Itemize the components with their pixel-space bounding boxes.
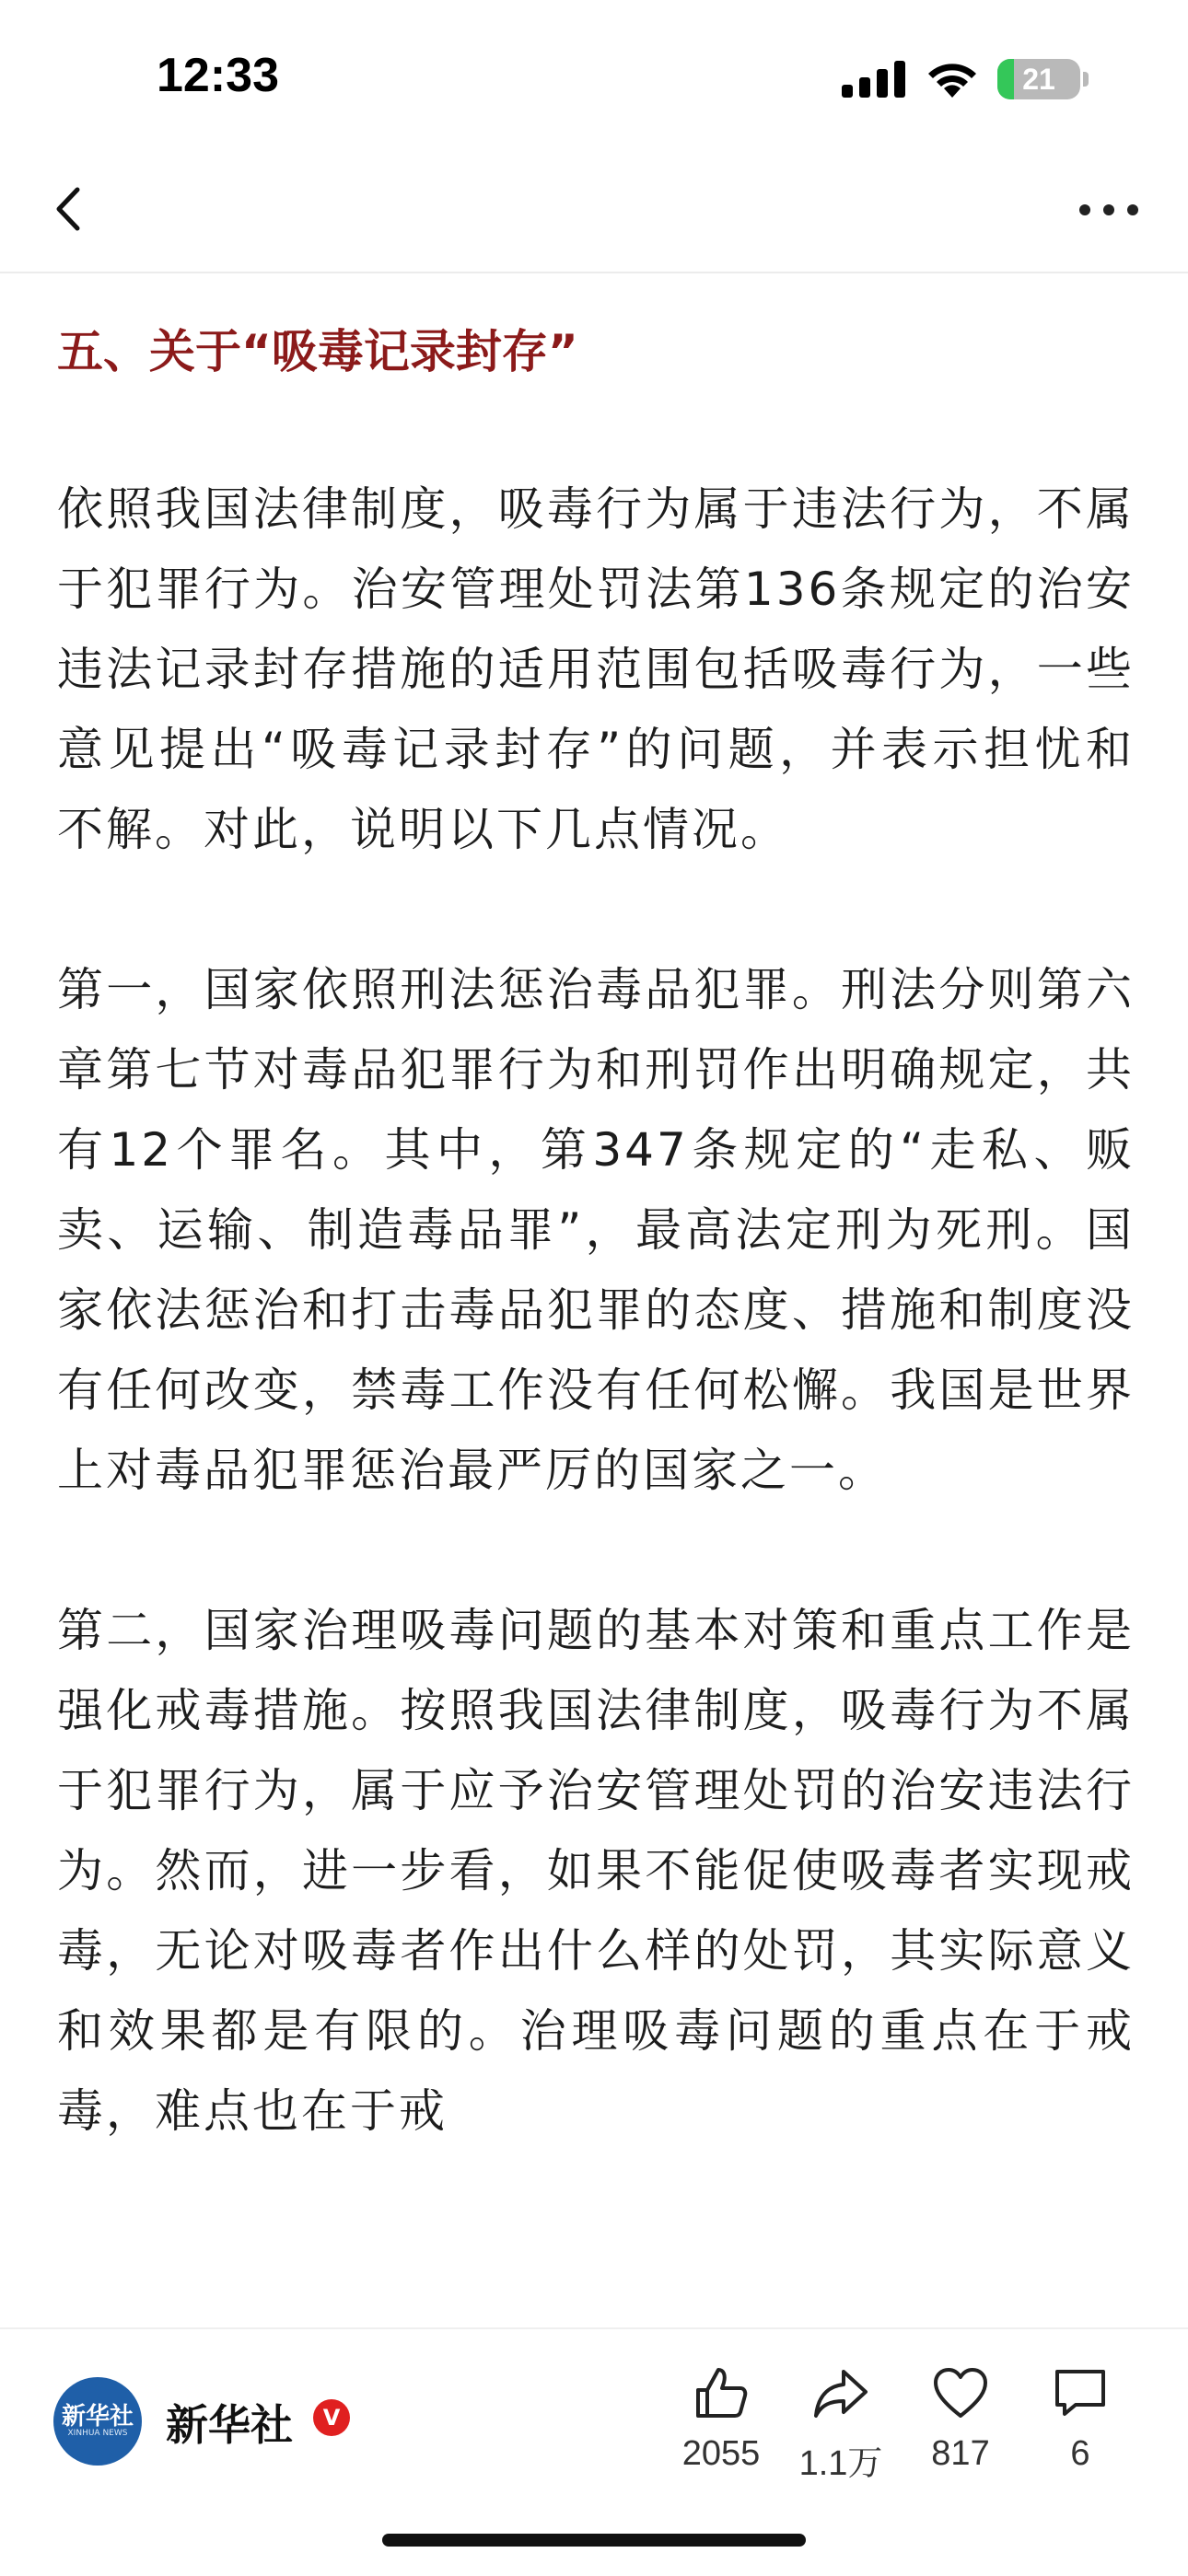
status-time: 12:33 [157, 49, 279, 102]
article-body [57, 276, 1135, 2152]
author-avatar[interactable] [53, 2377, 142, 2466]
back-icon [41, 177, 105, 241]
heart-icon [930, 2362, 991, 2423]
home-indicator [382, 2534, 806, 2547]
author-name[interactable]: 新华社 [166, 2400, 293, 2450]
share-icon [810, 2362, 871, 2423]
comment-button[interactable] [1020, 2362, 1140, 2474]
verified-badge: V [313, 2399, 350, 2436]
status-bar [0, 0, 1188, 147]
back-button[interactable] [41, 177, 105, 241]
avatar-logo-subtext: XINHUA NEWS [67, 2429, 128, 2438]
battery-level: 21 [1022, 63, 1055, 96]
signal-icon [842, 61, 908, 98]
paragraph: 第二，国家治理吸毒问题的基本对策和重点工作是强化戒毒措施。按照我国法律制度，吸毒行为不属于犯罪行为，属于应予治安管理处罚的治安违法行为。然而，进一步看，如果不能促使吸毒者实现戒毒，无论对吸毒者作出什么样的处罚，其实际意义和效果都是有限的。治理吸毒问题的重点在于戒毒，难点也在于戒 [57, 1604, 1135, 2138]
thumbs-up-icon [691, 2362, 751, 2423]
like-count: 2055 [681, 2434, 761, 2473]
comment-count: 6 [1070, 2434, 1090, 2473]
avatar-logo-text: 新华社 [61, 2403, 134, 2431]
section-heading: 五、关于“吸毒记录封存” [57, 325, 578, 378]
share-count: 1.1万 [798, 2444, 883, 2483]
paragraph: 依照我国法律制度，吸毒行为属于违法行为，不属于犯罪行为。治安管理处罚法第136条规定的治安违法记录封存措施的适用范围包括吸毒行为，一些意见提出“吸毒记录封存”的问题，并表示担忧和不解。对此，说明以下几点情况。 [57, 482, 1135, 856]
more-icon [1068, 177, 1151, 241]
battery-icon [997, 59, 1080, 99]
favorite-count: 817 [931, 2434, 990, 2473]
paragraph: 第一，国家依照刑法惩治毒品犯罪。刑法分则第六章第七节对毒品犯罪行为和刑罚作出明确规定，共有12个罪名。其中，第347条规定的“走私、贩卖、运输、制造毒品罪”，最高法定刑为死刑。国家依法惩治和打击毒品犯罪的态度、措施和制度没有任何改变，禁毒工作没有任何松懈。我国是世界上对毒品犯罪惩治最严厉的国家之一。 [57, 963, 1135, 1497]
share-button[interactable] [781, 2362, 901, 2485]
nav-bar [0, 147, 1188, 273]
comment-icon [1050, 2362, 1111, 2423]
more-button[interactable] [1068, 177, 1151, 241]
favorite-button[interactable] [901, 2362, 1020, 2474]
like-button[interactable] [661, 2362, 781, 2474]
battery-cap [1083, 72, 1089, 87]
wifi-icon [924, 57, 981, 99]
